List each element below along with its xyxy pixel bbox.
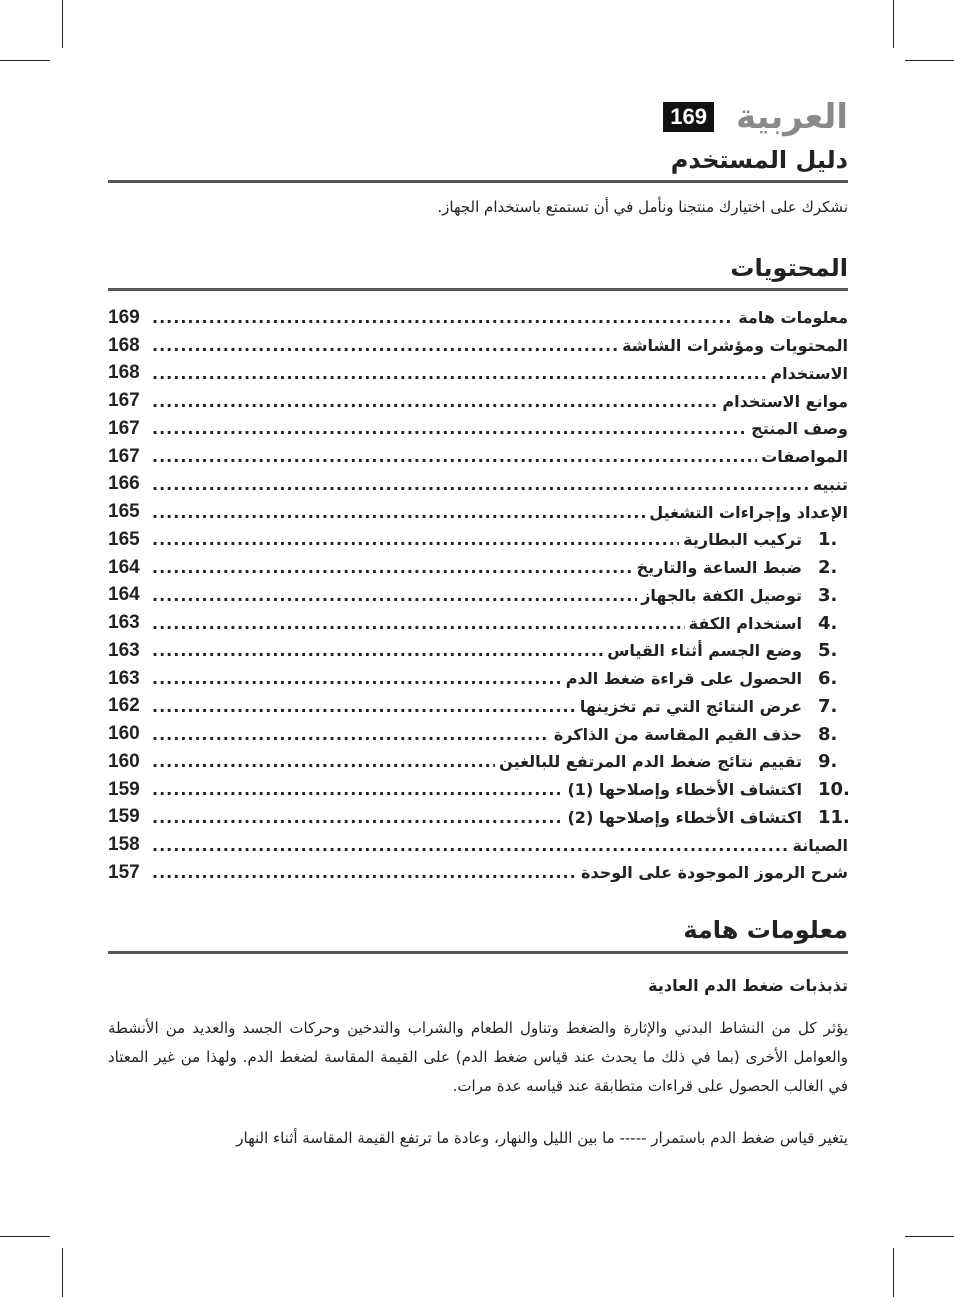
toc-entry-number: 9.: [818, 751, 838, 773]
crop-mark: [0, 60, 50, 61]
toc-entry-label: اكتشاف الأخطاء وإصلاحها (1): [567, 780, 802, 800]
toc-page-number: 159: [108, 778, 140, 800]
toc-entry[interactable]: [108, 387, 848, 415]
toc-entry[interactable]: [108, 665, 848, 693]
toc-entry-label: معلومات هامة: [738, 308, 848, 328]
toc-entry-label: تقييم نتائج ضغط الدم المرتفع للبالغين: [499, 752, 802, 772]
toc-entry-number: 1.: [818, 529, 838, 551]
toc-leader-dots: [152, 475, 809, 494]
toc-leader-dots: [152, 419, 747, 438]
user-guide-title: دليل المستخدم: [670, 146, 848, 174]
toc-entry[interactable]: [108, 471, 848, 499]
toc-entry[interactable]: [108, 526, 848, 554]
contents-title: المحتويات: [730, 254, 848, 282]
toc-entry[interactable]: [108, 498, 848, 526]
contents-rule: [108, 288, 848, 291]
toc-entry-number: 11.: [818, 806, 850, 828]
important-info-title: معلومات هامة: [683, 916, 848, 944]
toc-leader-dots: [152, 558, 633, 577]
toc-entry[interactable]: [108, 637, 848, 665]
toc-leader-dots: [152, 752, 495, 771]
toc-page-number: 163: [108, 667, 140, 689]
toc-page-number: 168: [108, 362, 140, 384]
toc-entry[interactable]: [108, 831, 848, 859]
toc-entry-number: 7.: [818, 695, 838, 717]
table-of-contents: [108, 304, 848, 887]
toc-page-number: 160: [108, 723, 140, 745]
toc-entry[interactable]: [108, 693, 848, 721]
toc-entry-label: الاستخدام: [770, 363, 848, 383]
toc-entry-label: اكتشاف الأخطاء وإصلاحها (2): [567, 807, 802, 827]
toc-leader-dots: [152, 808, 563, 827]
toc-entry[interactable]: [108, 859, 848, 887]
toc-entry[interactable]: [108, 443, 848, 471]
toc-entry-label: توصيل الكفة بالجهاز: [641, 585, 802, 605]
toc-entry-label: الصيانة: [792, 835, 848, 855]
toc-page-number: 159: [108, 806, 140, 828]
toc-leader-dots: [152, 586, 637, 605]
page-number-badge: 169: [663, 102, 714, 132]
toc-leader-dots: [152, 447, 757, 466]
toc-page-number: 163: [108, 639, 140, 661]
toc-page-number: 168: [108, 334, 140, 356]
toc-entry[interactable]: [108, 360, 848, 388]
crop-mark: [905, 60, 954, 61]
toc-entry[interactable]: [108, 609, 848, 637]
paragraph: يتغير قياس ضغط الدم باستمرار ----- ما بين الليل والنهار، وعادة ما ترتفع القيمة المقاسة أثناء النهار: [236, 1129, 848, 1147]
toc-leader-dots: [152, 836, 788, 855]
toc-leader-dots: [152, 863, 577, 882]
toc-leader-dots: [152, 697, 576, 716]
toc-page-number: 167: [108, 390, 140, 412]
toc-page-number: 163: [108, 612, 140, 634]
toc-entry[interactable]: [108, 582, 848, 610]
toc-leader-dots: [152, 530, 679, 549]
toc-entry[interactable]: [108, 304, 848, 332]
toc-page-number: 164: [108, 584, 140, 606]
toc-entry-number: 10.: [818, 779, 850, 801]
toc-entry-label: الإعداد وإجراءات التشغيل: [649, 502, 848, 522]
toc-entry-label: شرح الرموز الموجودة على الوحدة: [581, 863, 848, 883]
toc-page-number: 167: [108, 445, 140, 467]
intro-text: نشكرك على اختيارك منتجنا ونأمل في أن تستمتع باستخدام الجهاز.: [437, 198, 848, 216]
toc-leader-dots: [152, 725, 550, 744]
toc-page-number: 166: [108, 473, 140, 495]
toc-entry-number: 5.: [818, 640, 838, 662]
toc-entry-label: تنبيه: [812, 474, 848, 494]
toc-entry[interactable]: [108, 554, 848, 582]
crop-mark: [905, 1236, 954, 1237]
toc-entry[interactable]: [108, 415, 848, 443]
toc-entry[interactable]: [108, 720, 848, 748]
toc-page-number: 169: [108, 306, 140, 328]
toc-entry[interactable]: [108, 748, 848, 776]
toc-entry[interactable]: [108, 776, 848, 804]
toc-entry-number: 3.: [818, 584, 838, 606]
toc-page-number: 158: [108, 834, 140, 856]
toc-page-number: 157: [108, 861, 140, 883]
toc-entry-number: 4.: [818, 612, 838, 634]
toc-entry-label: استخدام الكفة: [688, 613, 802, 633]
crop-mark: [62, 1248, 63, 1297]
page-header: [108, 96, 848, 138]
toc-entry-label: موانع الاستخدام: [722, 391, 848, 411]
crop-mark: [0, 1236, 50, 1237]
toc-entry-label: وضع الجسم أثناء القياس: [607, 641, 802, 661]
toc-leader-dots: [152, 364, 766, 383]
toc-page-number: 162: [108, 695, 140, 717]
crop-mark: [893, 0, 894, 48]
toc-entry-number: 6.: [818, 668, 838, 690]
important-info-rule: [108, 951, 848, 954]
toc-leader-dots: [152, 503, 645, 522]
toc-entry-label: الحصول على قراءة ضغط الدم: [565, 669, 802, 689]
language-title: العربية: [735, 97, 848, 137]
toc-page-number: 160: [108, 750, 140, 772]
toc-entry-number: 2.: [818, 557, 838, 579]
toc-leader-dots: [152, 392, 718, 411]
toc-entry-label: عرض النتائج التي تم تخزينها: [579, 696, 802, 716]
toc-page-number: 167: [108, 417, 140, 439]
toc-entry-label: تركيب البطارية: [683, 530, 802, 550]
title-rule: [108, 180, 848, 183]
toc-entry[interactable]: [108, 804, 848, 832]
toc-leader-dots: [152, 308, 734, 327]
toc-leader-dots: [152, 336, 618, 355]
crop-mark: [62, 0, 63, 48]
toc-entry-label: حذف القيم المقاسة من الذاكرة: [553, 724, 802, 744]
toc-entry-label: المحتويات ومؤشرات الشاشة: [622, 336, 848, 356]
toc-page-number: 164: [108, 556, 140, 578]
toc-entry-number: 8.: [818, 723, 838, 745]
toc-entry-label: المواصفات: [761, 447, 848, 467]
toc-entry-label: ضبط الساعة والتاريخ: [636, 558, 802, 578]
toc-page-number: 165: [108, 528, 140, 550]
crop-mark: [893, 1248, 894, 1297]
toc-leader-dots: [152, 669, 562, 688]
toc-entry-label: وصف المنتج: [751, 419, 848, 439]
toc-leader-dots: [152, 641, 603, 660]
toc-page-number: 165: [108, 501, 140, 523]
toc-entry[interactable]: [108, 332, 848, 360]
paragraph: يؤثر كل من النشاط البدني والإثارة والضغط وتناول الطعام والشراب والتدخين وحركات الجسد والعديد من الأنشطة والعوامل الأخرى (بما في ذلك ما يحدث عند قياس ضغط الدم) على القيمة المقاسة لضغط الدم. ولهذا من غير المعتاد في الغالب الحصول على قراءات متطابقة عند قياسه عدة مرات.: [108, 1019, 848, 1095]
toc-leader-dots: [152, 780, 563, 799]
subheading: تذبذبات ضغط الدم العادية: [648, 976, 848, 995]
toc-leader-dots: [152, 614, 685, 633]
